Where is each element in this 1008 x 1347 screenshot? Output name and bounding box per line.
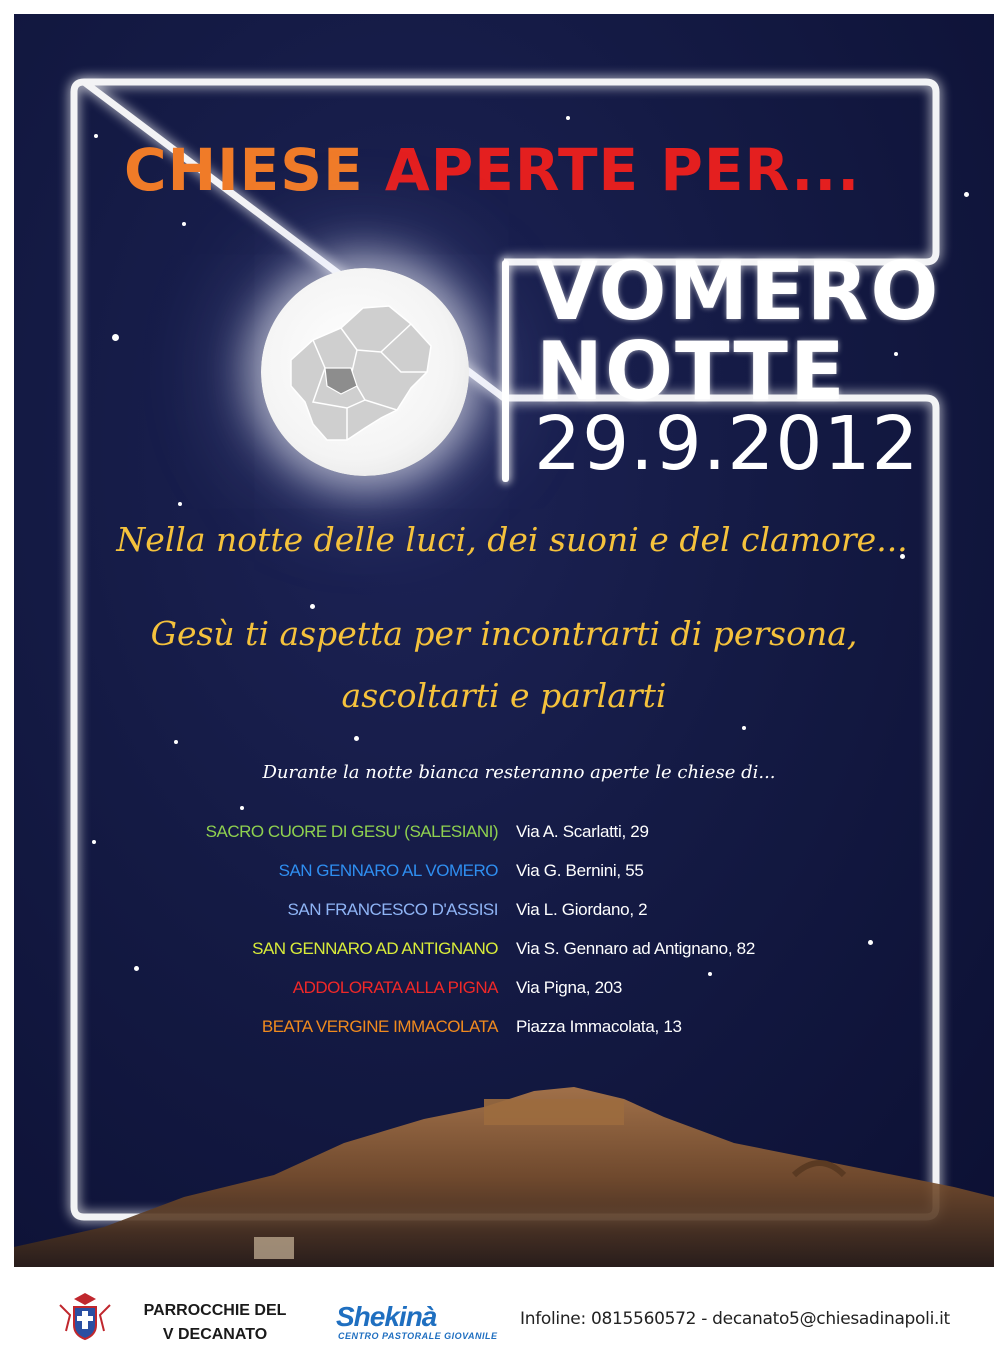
headline-word-2: APERTE PER...: [384, 136, 861, 204]
list-item: [14, 820, 994, 859]
church-address: Piazza Immacolata, 13: [516, 1017, 682, 1036]
star: [178, 502, 182, 506]
title-divider: [502, 260, 509, 482]
star: [742, 726, 746, 730]
poster: [14, 14, 994, 1267]
castle-hill-illustration: [14, 1047, 994, 1267]
church-address: Via S. Gennaro ad Antignano, 82: [516, 939, 755, 958]
star: [94, 134, 98, 138]
list-item: [14, 898, 994, 937]
church-name: ADDOLORATA ALLA PIGNA: [292, 978, 498, 997]
organizer-line-2: V DECANATO: [162, 1326, 268, 1343]
event-title-line-2: NOTTE: [536, 325, 847, 418]
headline: [124, 136, 860, 204]
infoline-contact: Infoline: 0815560572 - decanato5@chiesadinapoli.it: [520, 1309, 950, 1329]
tagline-3: ascoltarti e parlarti: [341, 676, 667, 715]
star: [964, 192, 969, 197]
cardinal-crest-icon: [56, 1291, 114, 1341]
organizer-name: [140, 1299, 290, 1347]
church-name: SAN FRANCESCO D'ASSISI: [287, 900, 498, 919]
moon-map-icon: [261, 268, 469, 476]
tagline-2: Gesù ti aspetta per incontrarti di persona,: [150, 614, 858, 653]
church-address: Via G. Bernini, 55: [516, 861, 644, 880]
star: [566, 116, 570, 120]
event-date: 29.9.2012: [534, 401, 920, 487]
intro-text: Durante la notte bianca resteranno aperte le chiese di...: [262, 762, 776, 783]
church-name: BEATA VERGINE IMMACOLATA: [261, 1017, 498, 1036]
star: [894, 352, 898, 356]
tagline-1: Nella notte delle luci, dei suoni e del clamore...: [116, 520, 908, 559]
star: [174, 740, 178, 744]
footer: [0, 1267, 1008, 1344]
church-address: Via A. Scarlatti, 29: [516, 822, 649, 841]
star: [182, 222, 186, 226]
list-item: [14, 976, 994, 1015]
shekina-logo: Shekinà: [336, 1301, 437, 1332]
church-list: [14, 820, 994, 1054]
headline-word-1: CHIESE: [124, 136, 364, 204]
church-name: SAN GENNARO AL VOMERO: [278, 861, 498, 880]
church-address: Via Pigna, 203: [516, 978, 623, 997]
star: [310, 604, 315, 609]
star: [354, 736, 359, 741]
church-address: Via L. Giordano, 2: [516, 900, 648, 919]
list-item: [14, 937, 994, 976]
star: [240, 806, 244, 810]
list-item: [14, 859, 994, 898]
church-name: SAN GENNARO AD ANTIGNANO: [252, 939, 498, 958]
organizer-line-1: PARROCCHIE DEL: [143, 1302, 287, 1319]
star: [112, 334, 119, 341]
shekina-subtitle: CENTRO PASTORALE GIOVANILE: [338, 1331, 498, 1341]
event-title-line-1: VOMERO: [536, 245, 941, 338]
church-name: SACRO CUORE DI GESU' (SALESIANI): [205, 822, 498, 841]
